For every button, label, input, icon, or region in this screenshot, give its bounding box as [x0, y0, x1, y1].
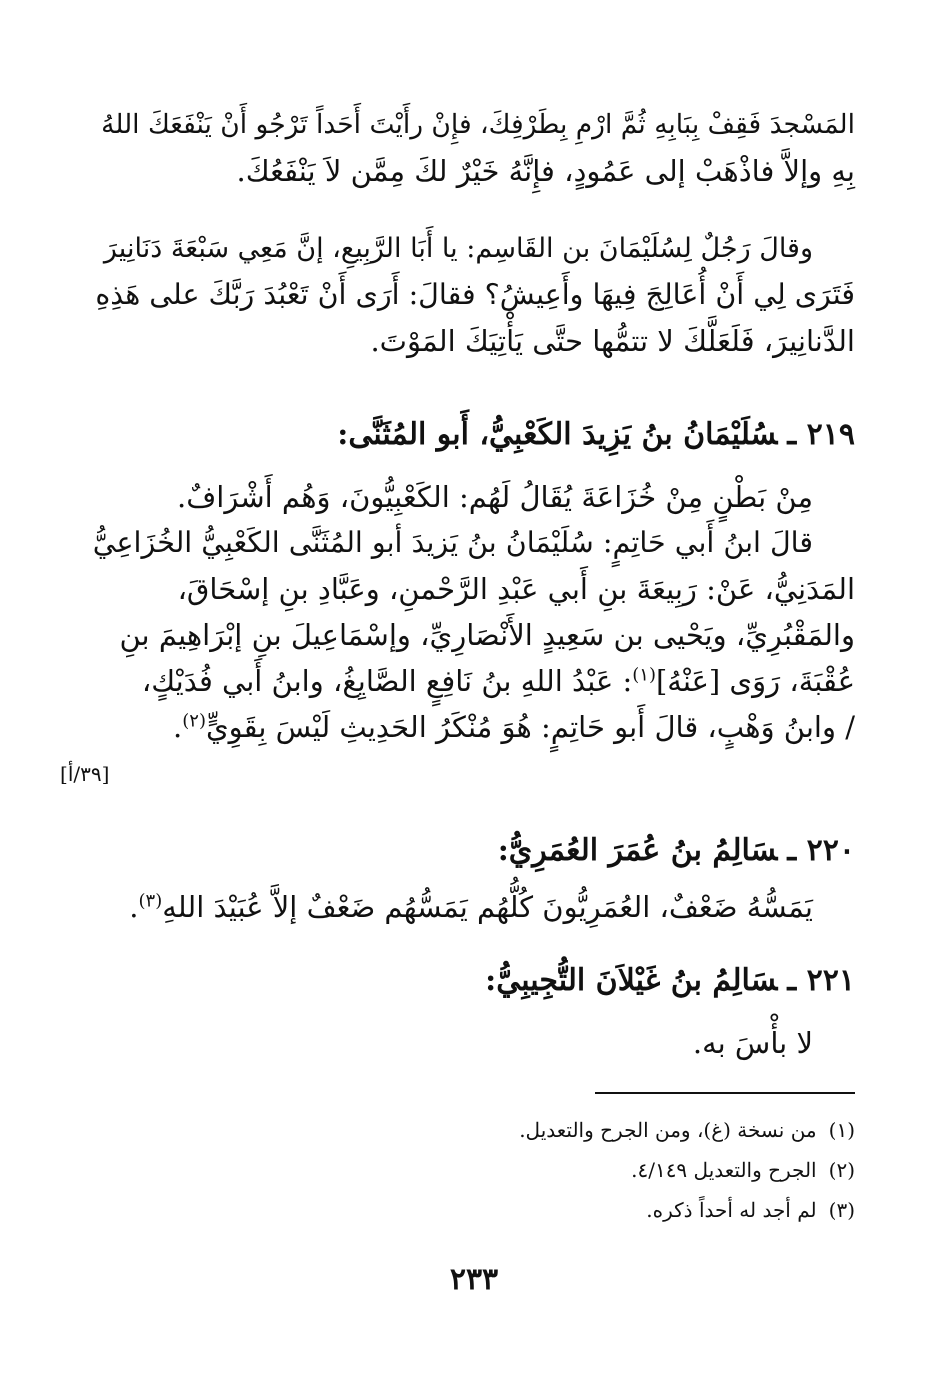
text-line: المَدَنِيُّ، عَنْ: رَبِيعَةَ بنِ أَبي عَبْدِ الرَّحْمنِ، وعَبَّادِ بنِ إسْحَاقَ، — [177, 572, 855, 606]
entry-220-heading — [498, 828, 855, 874]
footnote-item — [519, 1110, 855, 1150]
entry-number: ٢٢٠ ـ — [787, 833, 855, 868]
footnote-text: لم أجد له أحداً ذكره. — [646, 1198, 817, 1222]
entry-219-body — [93, 474, 855, 750]
footnote-item — [519, 1150, 855, 1190]
text-segment: . — [173, 710, 183, 744]
text-segment: : عَبْدُ اللهِ بنُ نَافِعٍ الصَّايِغُ، وابنُ أَبي فُدَيْكٍ، — [141, 664, 633, 698]
entry-221-body — [93, 1020, 855, 1066]
entry-221-heading — [485, 958, 855, 1004]
text-line: لا بأْسَ به. — [692, 1026, 813, 1060]
entry-number: ٢٢١ ـ — [787, 963, 855, 998]
footnote-item — [519, 1190, 855, 1230]
footnote-number: (١) — [828, 1118, 855, 1142]
page-number: ٢٣٣ — [449, 1262, 499, 1297]
entry-title: سَالِمُ بنُ عُمَرَ العُمَرِيُّ: — [497, 833, 778, 868]
text-line — [93, 704, 855, 750]
paragraph-continuation — [93, 102, 855, 194]
entry-number: ٢١٩ ـ — [787, 417, 855, 452]
text-line: فَتَرَى لِي أَنْ أُعَالِجَ فِيهَا وأَعِيشُ؟ فقالَ: أَرَى أَنْ تَعْبُدَ رَبَّكَ على هَذِهِ — [95, 278, 855, 311]
text-segment: عُقْبَةَ، رَوَى [عَنْهُ] — [655, 664, 855, 698]
text-line — [93, 658, 855, 704]
entry-title: سُلَيْمَانُ بنُ يَزِيدَ الكَعْبِيُّ، أَبو المُثَنَّى: — [337, 417, 778, 452]
text-line: المَسْجدَ فَقِفْ بِبَابِهِ ثُمَّ ارْمِ بِطَرْفِكَ، فإِنْ رأَيْتَ أَحَداً تَرْجُو أَنْ يَنْفَعَكَ اللهُ — [101, 109, 855, 140]
text-line — [93, 884, 855, 930]
footnote-number: (٣) — [828, 1198, 855, 1222]
footnote-text: الجرح والتعديل ٤/١٤٩. — [631, 1158, 817, 1182]
text-segment: / وابنُ وَهْبٍ، قالَ أَبو حَاتِمٍ: هُوَ مُنْكَرُ الحَدِيثِ لَيْسَ بِقَوِيٍّ — [205, 710, 855, 744]
footnotes — [519, 1110, 855, 1230]
text-line: قالَ ابنُ أَبي حَاتِمٍ: سُلَيْمَانُ بنُ يَزيدَ أبو المُثَنَّى الكَعْبِيُّ الخُزَاعِيُّ — [92, 526, 813, 559]
text-line: مِنْ بَطْنٍ مِنْ خُزَاعَةَ يُقَالُ لَهُم: الكَعْبِيُّونَ، وَهُم أَشْرَافٌ. — [177, 480, 813, 514]
manuscript-folio-ref: [٣٩/أ] — [60, 762, 110, 786]
footnote-number: (٢) — [828, 1158, 855, 1182]
text-segment: يَمَسُّهُ ضَعْفٌ، العُمَرِيُّونَ كُلُّهُم يَمَسُّهُم ضَعْفٌ إلاَّ عُبَيْدَ اللهِ — [162, 890, 813, 924]
text-line: وقالَ رَجُلٌ لِسُلَيْمَانَ بن القَاسِم: يا أَبَا الرَّبِيعِ، إنَّ مَعِي سَبْعَةَ دَنَانِيرَ — [103, 233, 813, 264]
entry-219-heading — [337, 412, 855, 458]
paragraph-anecdote — [93, 226, 855, 364]
footnote-ref: (١) — [632, 664, 656, 686]
entry-220-body — [93, 884, 855, 930]
footnote-ref: (٢) — [182, 710, 206, 732]
text-line: الدَّنانِيرَ، فَلَعَلَّكَ لا تتمُّها حتَّى يَأْتِيَكَ المَوْتَ. — [370, 324, 855, 358]
text-line: والمَقْبُرِيِّ، ويَحْيى بن سَعِيدٍ الأَنْصَارِيِّ، وإسْمَاعِيلَ بنِ إبْرَاهِيمَ بنِ — [119, 618, 855, 652]
text-line: بِهِ وإلاَّ فاذْهَبْ إلى عَمُودٍ، فإِنَّهُ خَيْرٌ لكَ مِمَّن لاَ يَنْفَعُكَ. — [236, 154, 855, 188]
footnote-text: من نسخة (غ)، ومن الجرح والتعديل. — [519, 1118, 817, 1142]
footnote-divider — [595, 1092, 855, 1094]
entry-title: سَالِمُ بنُ غَيْلاَنَ التُّجِيبِيُّ: — [485, 963, 778, 998]
text-segment: . — [129, 890, 139, 924]
footnote-ref: (٣) — [138, 890, 163, 912]
